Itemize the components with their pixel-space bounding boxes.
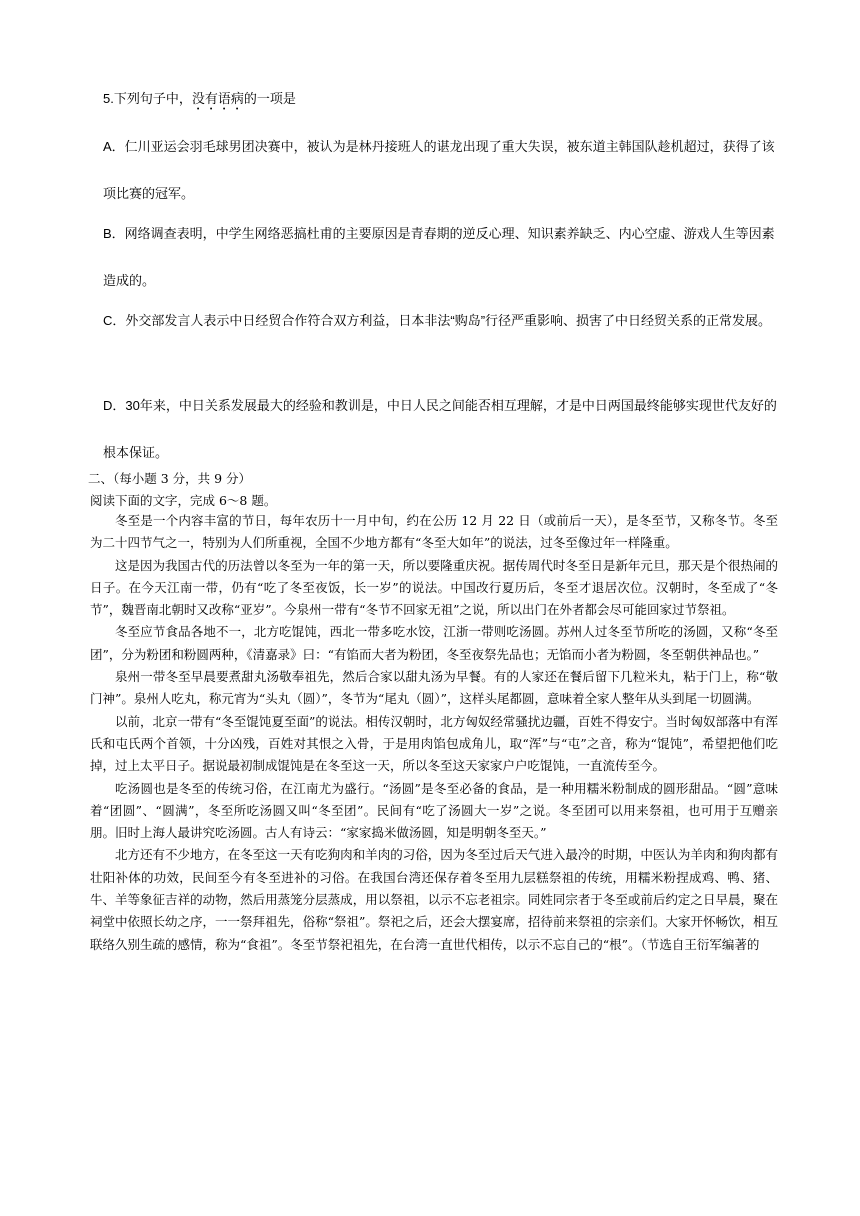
article-paragraph: 这是因为我国古代的历法曾以冬至为一年的第一天，所以要隆重庆祝。据传周代时冬至日是新年元旦，那天是个很热闹的日子。在今天江南一带，仍有“吃了冬至夜饭，长一岁”的说法。中国改行夏历后，冬至才退居次位。汉朝时，冬至成了“冬节”，魏晋南北朝时又改称“亚岁”。今泉州一带有“冬节不回家无祖”之说，所以出门在外者都会尽可能回家过节祭祖。 xyxy=(90,557,778,618)
option-c: C．外交部发言人表示中日经贸合作符合双方利益，日本非法“购岛”行径严重影响、损害了中日经贸关系的正常发展。 xyxy=(103,313,772,328)
article-paragraph: 冬至是一个内容丰富的节日，每年农历十一月中旬，约在公历 12 月 22 日（或前后一天），是冬至节，又称冬节。冬至为二十四节气之一，特别为人们所重视，全国不少地方都有“冬至大如年”的说法，过冬至像过年一样隆重。 xyxy=(90,513,778,551)
question-5-suffix: 的一项是 xyxy=(243,91,296,106)
article-paragraph: 吃汤圆也是冬至的传统习俗，在江南尤为盛行。“汤圆”是冬至必备的食品，是一种用糯米粉制成的圆形甜品。“圆”意味着“团圆”、“圆满”，冬至所吃汤圆又叫“冬至团”。民间有“吃了汤圆大一岁”之说。冬至团可以用来祭祖，也可用于互赠亲朋。旧时上海人最讲究吃汤圆。古人有诗云：“家家捣米做汤圆，知是明朝冬至天。” xyxy=(90,780,778,841)
article-paragraph: 泉州一带冬至早晨要煮甜丸汤敬奉祖先，然后合家以甜丸汤为早餐。有的人家还在餐后留下几粒米丸，粘于门上，称“敬门神”。泉州人吃丸，称元宵为“头丸（圆）”，冬节为“尾丸（圆）”，这样头尾都圆，意味着全家人整年从头到尾一切圆满。 xyxy=(90,669,778,707)
option-b: B．网络调查表明，中学生网络恶搞杜甫的主要原因是青春期的逆反心理、知识素养缺乏、内心空虚、游戏人生等因素造成的。 xyxy=(103,226,775,288)
article-paragraph: 冬至应节食品各地不一，北方吃馄饨，西北一带多吃水饺，江浙一带则吃汤圆。苏州人过冬至节所吃的汤圆，又称“冬至团”，分为粉团和粉圆两种，《清嘉录》曰：“有馅而大者为粉团，冬至夜祭先品也；无馅而小者为粉圆，冬至朝供神品也。” xyxy=(90,624,778,662)
option-a: A．仁川亚运会羽毛球男团决赛中，被认为是林丹接班人的谌龙出现了重大失误，被东道主韩国队趁机超过，获得了该项比赛的冠军。 xyxy=(103,139,775,201)
question-5-title xyxy=(103,88,296,113)
article-paragraph: 以前，北京一带有“冬至馄饨夏至面”的说法。相传汉朝时，北方匈奴经常骚扰边疆，百姓不得安宁。当时匈奴部落中有浑氏和屯氏两个首领，十分凶残，百姓对其恨之入骨，于是用肉馅包成角儿，取“浑”与“屯”之音，称为“馄饨”，希望把他们吃掉，过上太平日子。据说最初制成馄饨是在冬至这一天，所以冬至这天家家户户吃馄饨，一直流传至今。 xyxy=(90,713,778,774)
question-5-prefix: 5.下列句子中， xyxy=(103,91,192,106)
article-paragraph: 北方还有不少地方，在冬至这一天有吃狗肉和羊肉的习俗，因为冬至过后天气进入最冷的时期，中医认为羊肉和狗肉都有壮阳补体的功效，民间至今有冬至进补的习俗。在我国台湾还保存着冬至用九层糕祭祖的传统，用糯米粉捏成鸡、鸭、猪、牛、羊等象征吉祥的动物，然后用蒸笼分层蒸成，用以祭祖，以示不忘老祖宗。同姓同宗者于冬至或前后约定之日早晨，聚在祠堂中依照长幼之序，一一祭拜祖先，俗称“祭祖”。祭祀之后，还会大摆宴席，招待前来祭祖的宗亲们。大家开怀畅饮，相互联络久别生疏的感情，称为“食祖”。冬至节祭祀祖先，在台湾一直世代相传，以示不忘自己的“根”。（节选自王衍军编著的 xyxy=(90,847,778,952)
section-heading: 二、（每小题 3 分，共 9 分） xyxy=(88,471,252,486)
reading-article xyxy=(90,510,778,956)
section-instruction: 阅读下面的文字，完成 6～8 题。 xyxy=(90,493,277,508)
option-d: D．30年来，中日关系发展最大的经验和教训是，中日人民之间能否相互理解，才是中日两国最终能够实现世代友好的根本保证。 xyxy=(103,398,777,460)
question-5-emphasis: 没有语病 xyxy=(191,91,244,106)
